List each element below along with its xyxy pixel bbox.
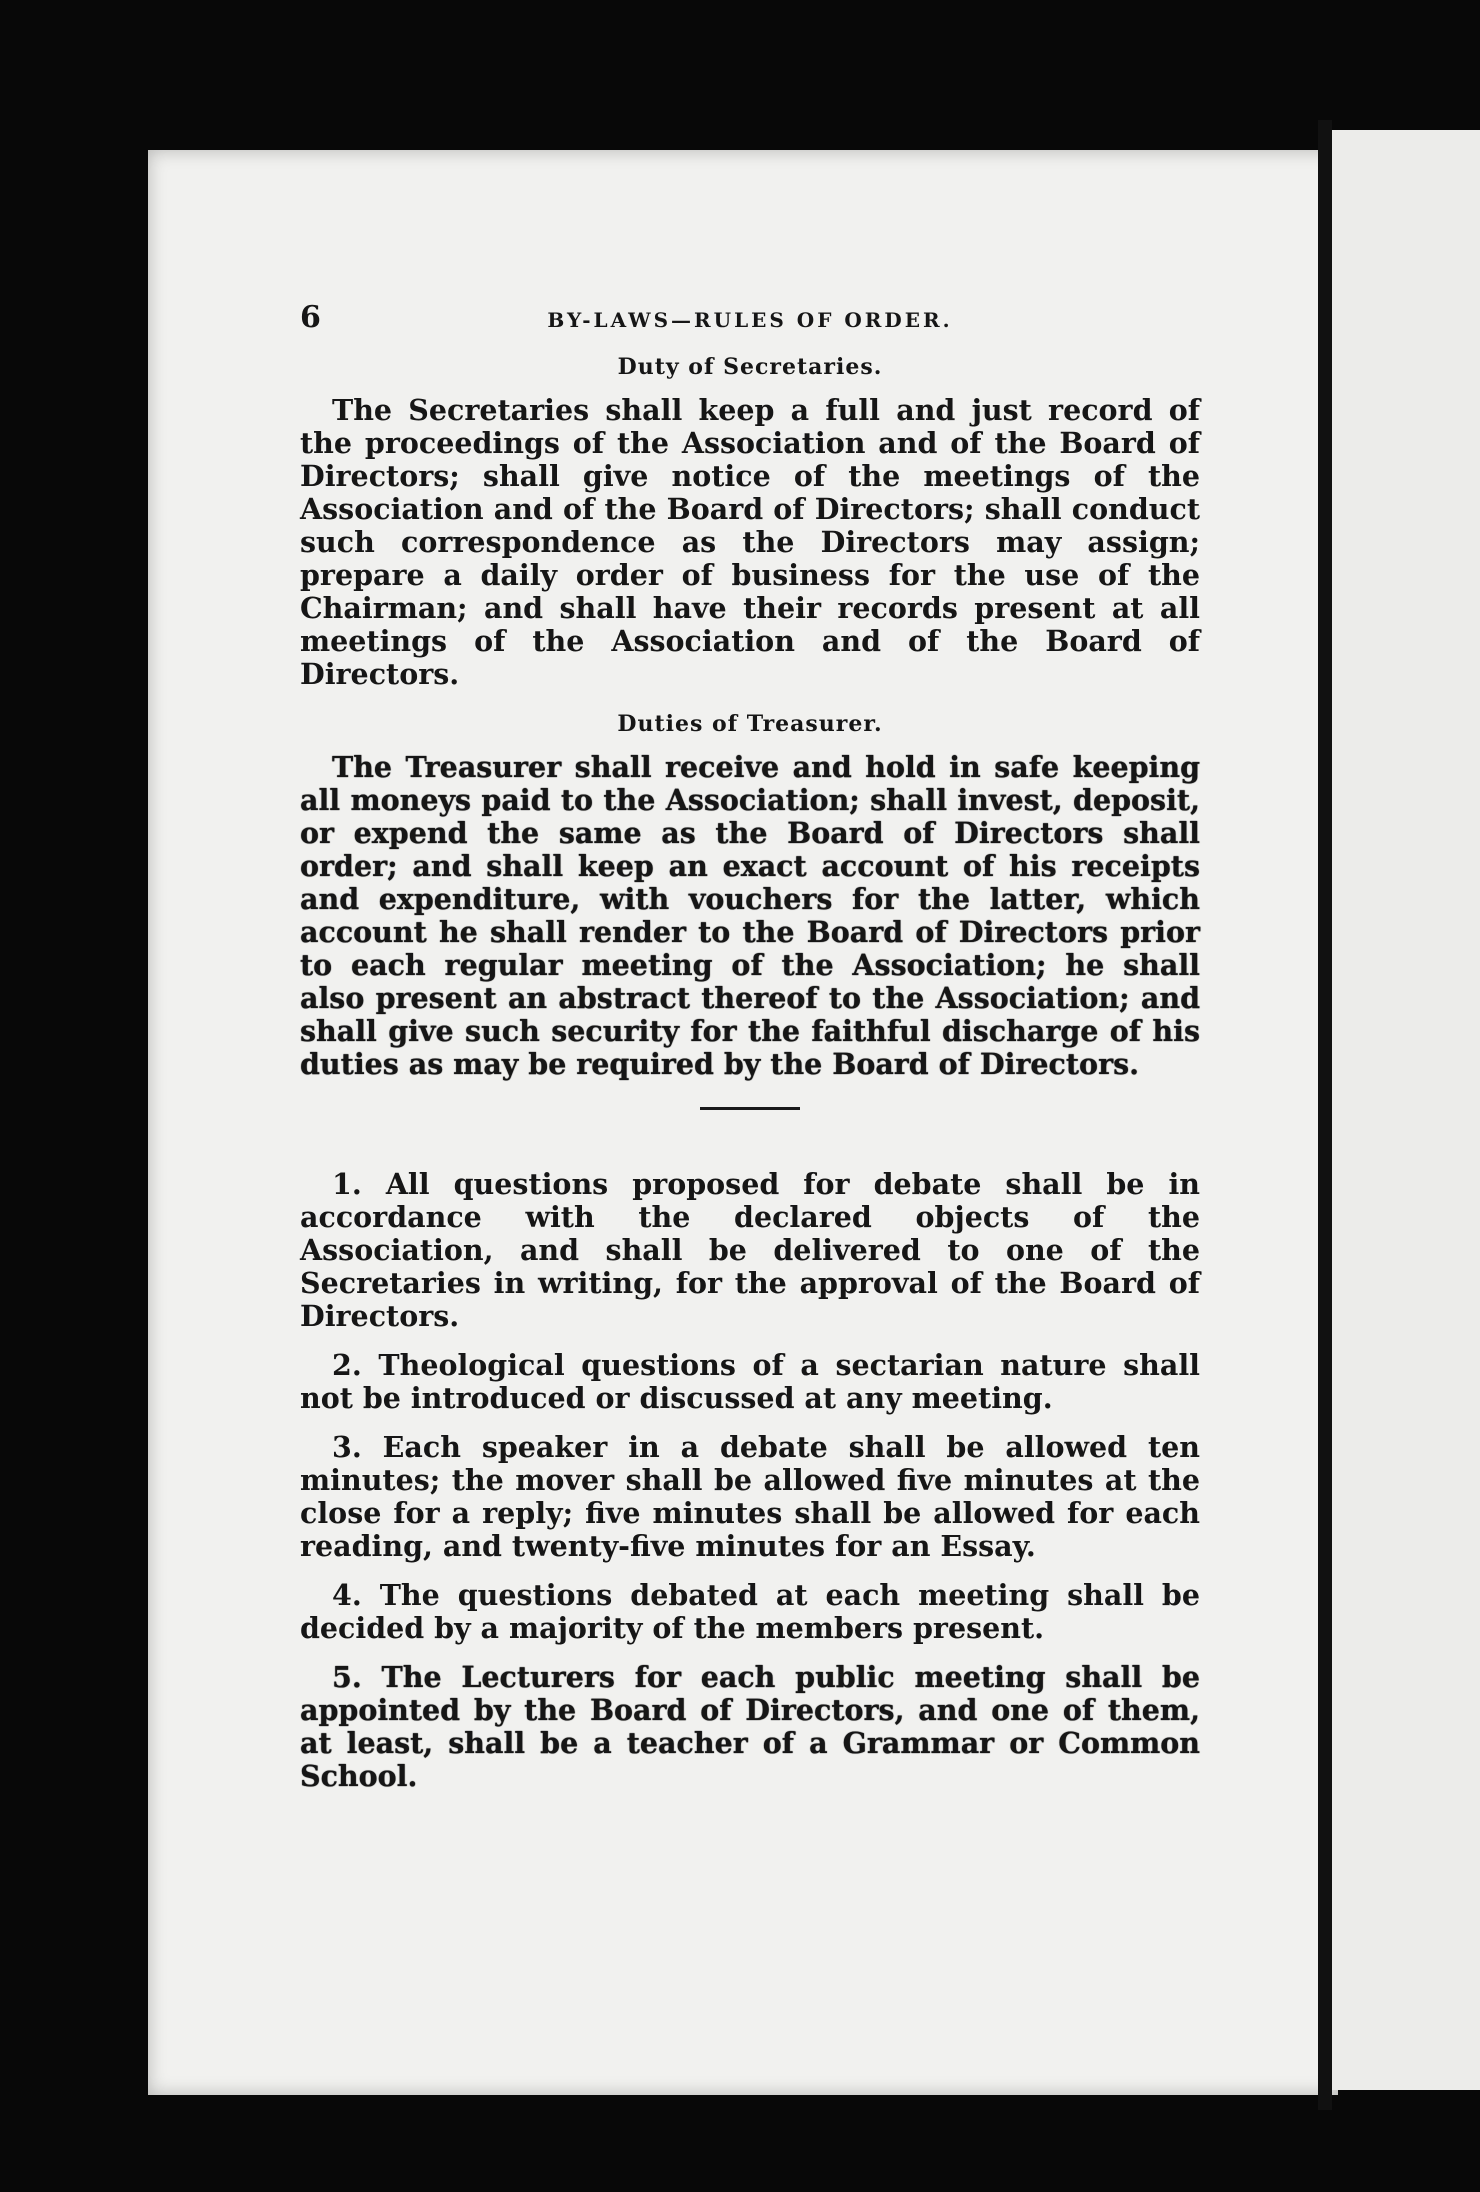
- page-text: [300, 300, 1200, 1809]
- rule-item-3: [300, 1431, 1200, 1563]
- rule-text: Each speaker in a debate shall be allowed ten minutes; the mover shall be allowed five minutes at the close for a reply; five minutes shall be allowed for each reading, and twenty-five minutes for an Essay.: [300, 1430, 1200, 1563]
- rule-item-1: [300, 1168, 1200, 1333]
- page-number: 6: [300, 300, 321, 335]
- rule-number: 3.: [332, 1430, 362, 1464]
- rule-item-4: [300, 1579, 1200, 1645]
- running-head: [300, 300, 1200, 350]
- rule-number: 4.: [332, 1578, 362, 1612]
- section-heading-secretaries: Duty of Secretaries.: [617, 354, 883, 380]
- rule-text: The questions debated at each meeting shall be decided by a majority of the members present.: [300, 1578, 1200, 1645]
- secretaries-paragraph: The Secretaries shall keep a full and just record of the proceedings of the Association and of the Board of Directors; shall give notice of the meetings of the Association and of the Board of Directors; shall conduct such correspondence as the Directors may assign; prepare a daily order of business for the use of the Chairman; and shall have their records present at all meetings of the Association and of the Board of Directors.: [300, 393, 1200, 691]
- treasurer-paragraph: The Treasurer shall receive and hold in safe keeping all moneys paid to the Association; shall invest, deposit, or expend the same as the Board of Directors shall order; and shall keep an exact account of his receipts and expenditure, with vouchers for the latter, which account he shall render to the Board of Directors prior to each regular meeting of the Association; he shall also present an abstract thereof to the Association; and shall give such security for the faithful discharge of his duties as may be required by the Board of Directors.: [300, 750, 1200, 1081]
- running-title: BY-LAWS—RULES OF ORDER.: [547, 308, 953, 332]
- facing-page-edge: [1332, 130, 1480, 2090]
- rule-text: Theological questions of a sectarian nature shall not be introduced or discussed at any meeting.: [300, 1348, 1200, 1415]
- section-divider: [700, 1107, 800, 1110]
- rule-number: 2.: [332, 1348, 362, 1382]
- section-heading-treasurer: Duties of Treasurer.: [617, 711, 883, 737]
- rule-number: 5.: [332, 1660, 362, 1694]
- rule-text: The Lecturers for each public meeting shall be appointed by the Board of Directors, and one of them, at least, shall be a teacher of a Grammar or Common School.: [300, 1660, 1200, 1793]
- book-gutter: [1318, 120, 1332, 2110]
- rule-text: All questions proposed for debate shall be in accordance with the declared objects of the Association, and shall be delivered to one of the Secretaries in writing, for the approval of the Board of Directors.: [300, 1167, 1200, 1333]
- rule-item-5: [300, 1661, 1200, 1793]
- rule-item-2: [300, 1349, 1200, 1415]
- rule-number: 1.: [332, 1167, 362, 1201]
